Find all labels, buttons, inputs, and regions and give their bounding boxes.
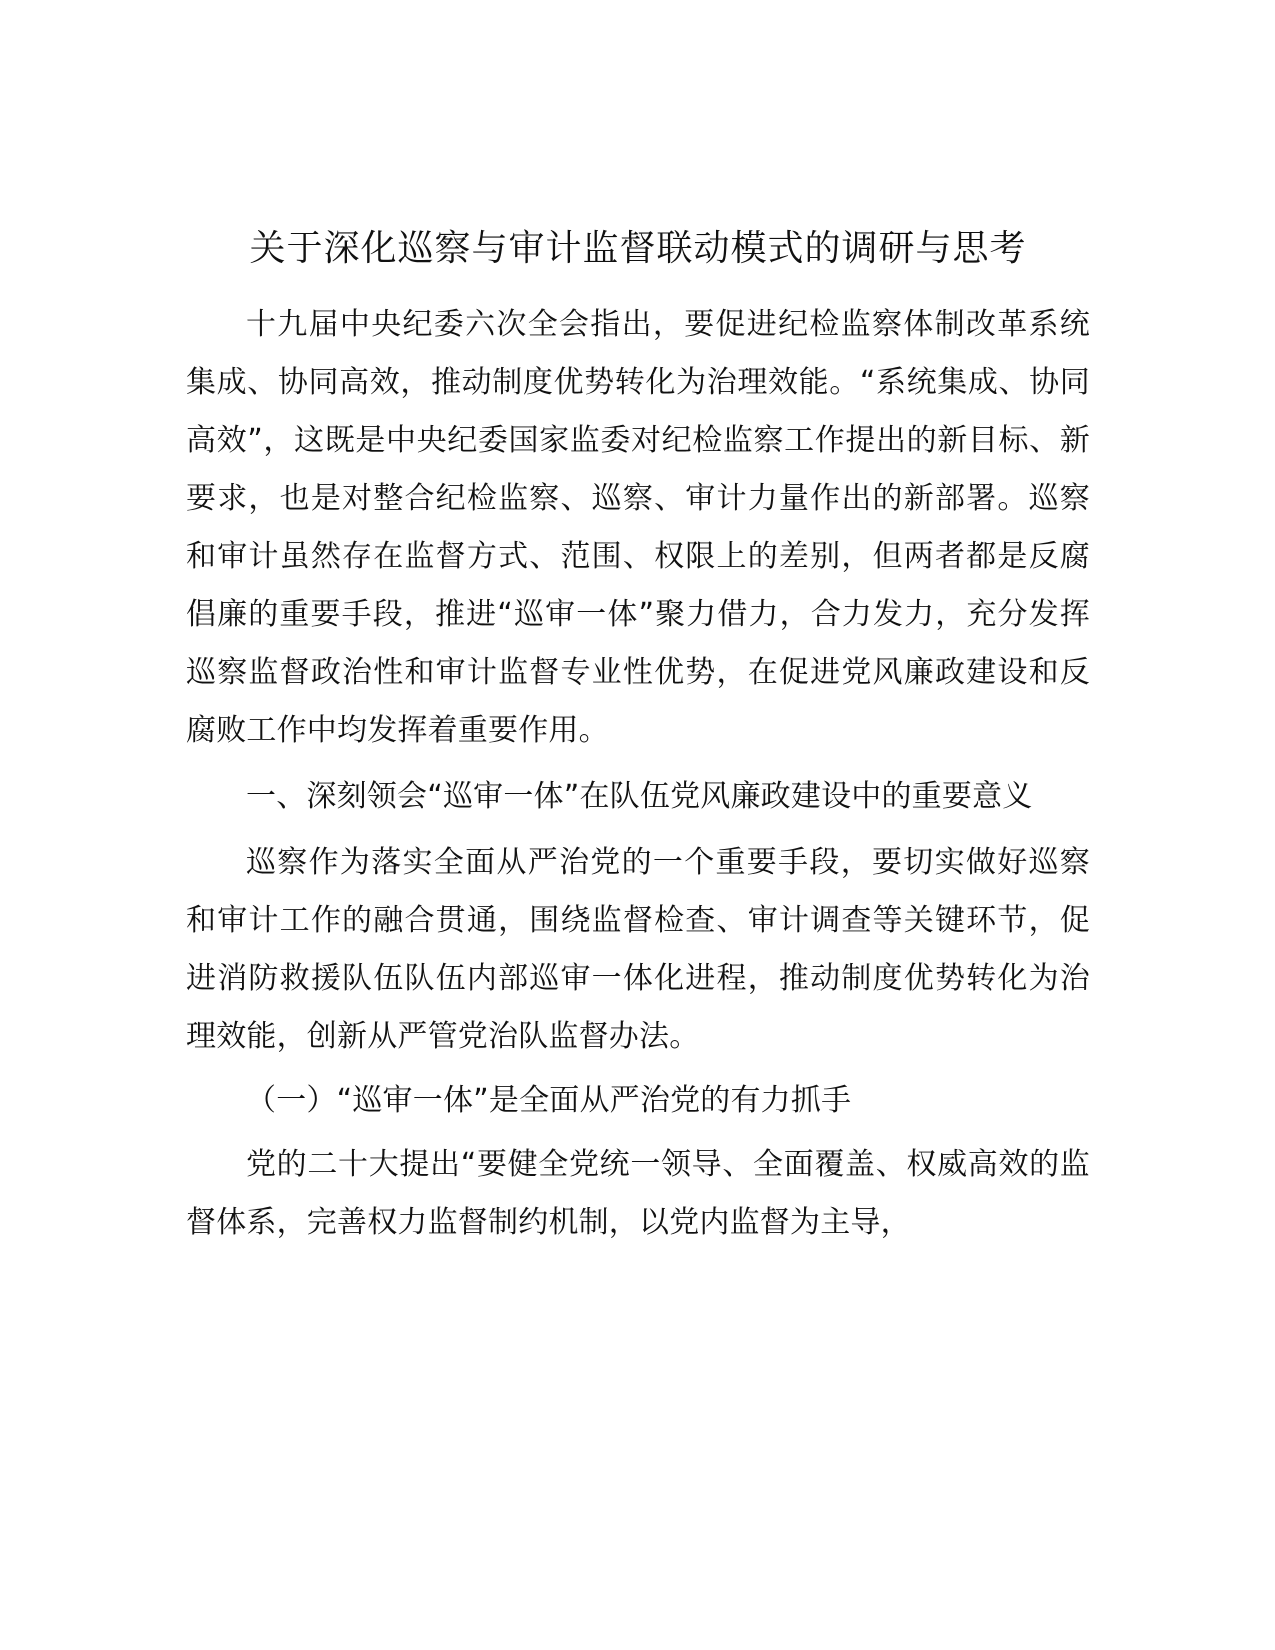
section-heading-1: 一、深刻领会“巡审一体”在队伍党风廉政建设中的重要意义: [246, 779, 1033, 814]
section-1-paragraph: 巡察作为落实全面从严治党的一个重要手段，要切实做好巡察和审计工作的融合贯通，围绕监督检查、审计调查等关键环节，促进消防救援队伍队伍内部巡审一体化进程，推动制度优势转化为治理效能，创新从严管党治队监督办法。: [186, 845, 1090, 1054]
subsection-heading-1: （一）“巡审一体”是全面从严治党的有力抓手: [246, 1083, 852, 1118]
document-title: 关于深化巡察与审计监督联动模式的调研与思考: [249, 228, 1027, 269]
document-page: [186, 222, 1090, 1252]
intro-paragraph: 十九届中央纪委六次全会指出，要促进纪检监察体制改革系统集成、协同高效，推动制度优势转化为治理效能。“系统集成、协同高效”，这既是中央纪委国家监委对纪检监察工作提出的新目标、新要求，也是对整合纪检监察、巡察、审计力量作出的新部署。巡察和审计虽然存在监督方式、范围、权限上的差别，但两者都是反腐倡廉的重要手段，推进“巡审一体”聚力借力，合力发力，充分发挥巡察监督政治性和审计监督专业性优势，在促进党风廉政建设和反腐败工作中均发挥着重要作用。: [186, 307, 1090, 748]
subsection-1-paragraph: 党的二十大提出“要健全党统一领导、全面覆盖、权威高效的监督体系，完善权力监督制约机制，以党内监督为主导，: [186, 1147, 1090, 1240]
